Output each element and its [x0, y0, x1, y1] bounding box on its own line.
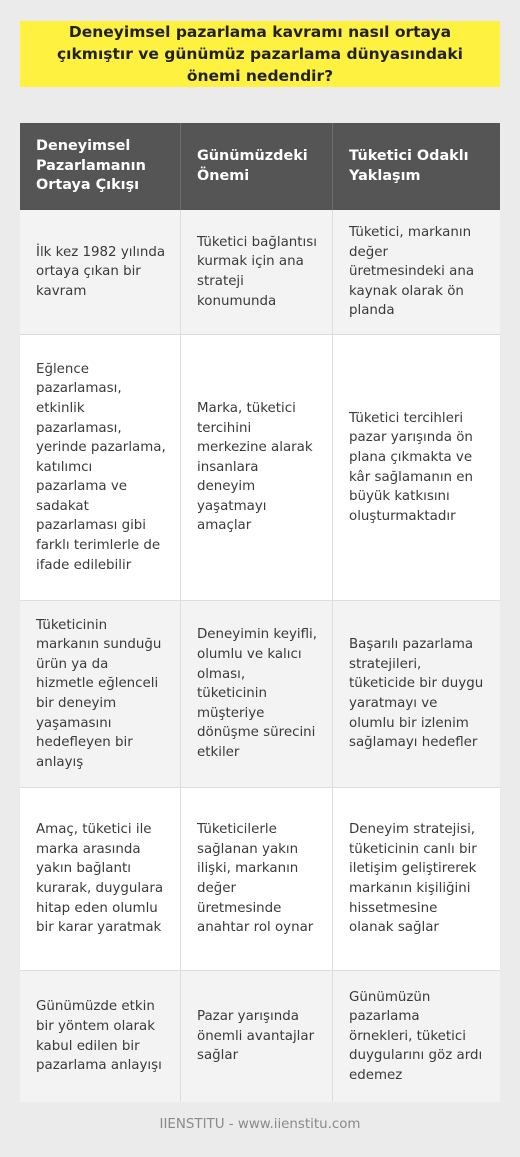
table-cell: Eğlence pazarlaması, etkinlik pazarlaması, yerinde pazarlama, katılımcı pazarlama ve sadakat pazarlaması gibi farklı terimlerle de ifade edilebilir — [20, 335, 181, 601]
table-cell: Günümüzde etkin bir yöntem olarak kabul edilen bir pazarlama anlayışı — [20, 971, 181, 1102]
table-cell: Tüketicilerle sağlanan yakın ilişki, markanın değer üretmesinde anahtar rol oynar — [181, 788, 333, 971]
table-cell: Deneyimin keyifli, olumlu ve kalıcı olması, tüketicinin müşteriye dönüşme sürecini etkiler — [181, 601, 333, 788]
table-cell: Tüketicinin markanın sunduğu ürün ya da hizmetle eğlenceli bir deneyim yaşamasını hedefleyen bir anlayış — [20, 601, 181, 788]
table-cell: Tüketici bağlantısı kurmak için ana strateji konumunda — [181, 210, 333, 335]
column-header-importance: Günümüzdeki Önemi — [181, 123, 333, 210]
table-cell: İlk kez 1982 yılında ortaya çıkan bir kavram — [20, 210, 181, 335]
column-header-consumer-approach: Tüketici Odaklı Yaklaşım — [333, 123, 500, 210]
title-banner — [20, 21, 500, 87]
page-title: Deneyimsel pazarlama kavramı nasıl ortaya çıkmıştır ve günümüz pazarlama dünyasındaki önemi nedendir? — [56, 23, 463, 85]
table-cell: Günümüzün pazarlama örnekleri, tüketici duygularını göz ardı edemez — [333, 971, 500, 1102]
table-cell: Amaç, tüketici ile marka arasında yakın bağlantı kurarak, duygulara hitap eden olumlu bir karar yaratmak — [20, 788, 181, 971]
column-header-emergence: Deneyimsel Pazarlamanın Ortaya Çıkışı — [20, 123, 181, 210]
table-cell: Marka, tüketici tercihini merkezine alarak insanlara deneyim yaşatmayı amaçlar — [181, 335, 333, 601]
footer-credit: IIENSTITU - www.iienstitu.com — [159, 1117, 361, 1132]
table-cell: Tüketici tercihleri pazar yarışında ön plana çıkmakta ve kâr sağlamanın en büyük katkısını oluşturmaktadır — [333, 335, 500, 601]
table-cell: Başarılı pazarlama stratejileri, tüketicide bir duygu yaratmayı ve olumlu bir izlenim sağlamayı hedefler — [333, 601, 500, 788]
table-cell: Tüketici, markanın değer üretmesindeki ana kaynak olarak ön planda — [333, 210, 500, 335]
table-cell: Pazar yarışında önemli avantajlar sağlar — [181, 971, 333, 1102]
comparison-table — [20, 123, 500, 1102]
table-cell: Deneyim stratejisi, tüketicinin canlı bir iletişim geliştirerek markanın kişiliğini hissetmesine olanak sağlar — [333, 788, 500, 971]
